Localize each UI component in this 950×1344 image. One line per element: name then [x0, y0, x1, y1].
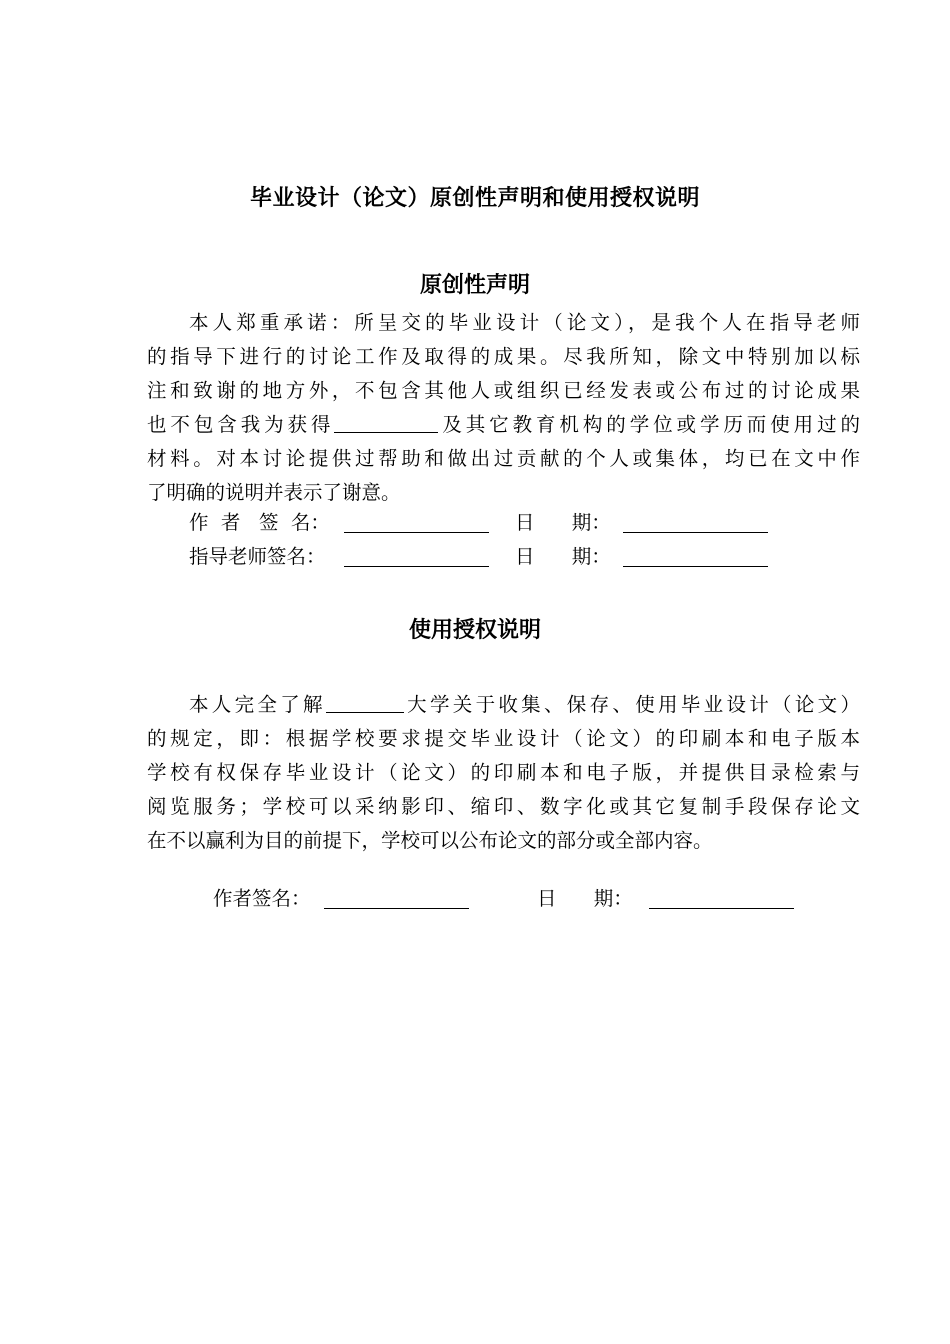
statement-line: 材料。对本讨论提供过帮助和做出过贡献的个人或集体，均已在文中作 — [147, 447, 860, 470]
university-blank-field[interactable] — [326, 692, 404, 713]
statement-line: 注和致谢的地方外，不包含其他人或组织已经发表或公布过的讨论成果 — [147, 379, 860, 402]
author-signature-label: 作 者 签 名： — [189, 511, 330, 534]
authorization-signature-row — [213, 884, 794, 914]
degree-blank-field[interactable] — [334, 412, 438, 433]
author-signature-field[interactable] — [344, 510, 489, 533]
statement-text: 也不包含我为获得 — [147, 413, 335, 436]
authorization-text: 本人完全了解 — [189, 693, 326, 716]
statement-line-degree — [147, 408, 860, 442]
advisor-signature-field[interactable] — [344, 544, 489, 567]
date-label: 日 期： — [515, 545, 611, 568]
date-label: 日 期： — [515, 511, 611, 534]
authorization-line: 学校有权保存毕业设计（论文）的印刷本和电子版，并提供目录检索与 — [147, 761, 860, 784]
statement-line: 的指导下进行的讨论工作及取得的成果。尽我所知，除文中特别加以标 — [147, 345, 860, 368]
authorization-text: 大学关于收集、保存、使用毕业设计（论文） — [403, 693, 860, 716]
originality-heading: 原创性声明 — [419, 272, 530, 298]
author-date-field[interactable] — [623, 510, 768, 533]
date-label: 日 期： — [537, 887, 633, 910]
authorization-signature-field[interactable] — [324, 886, 469, 909]
authorization-line-university — [147, 688, 860, 722]
author-signature-row — [189, 508, 768, 538]
authorization-line: 在不以赢利为目的前提下，学校可以公布论文的部分或全部内容。 — [147, 829, 713, 852]
statement-line: 本人郑重承诺：所呈交的毕业设计（论文），是我个人在指导老师 — [189, 311, 860, 334]
advisor-date-field[interactable] — [623, 544, 768, 567]
authorization-heading: 使用授权说明 — [408, 617, 541, 643]
statement-text: 及其它教育机构的学位或学历而使用过的 — [438, 413, 860, 436]
statement-line: 了明确的说明并表示了谢意。 — [147, 481, 401, 504]
authorization-statement — [147, 688, 860, 858]
author-signature-label: 作者签名： — [213, 887, 311, 910]
advisor-signature-label: 指导老师签名： — [189, 545, 326, 568]
document-title: 毕业设计（论文）原创性声明和使用授权说明 — [249, 185, 700, 211]
advisor-signature-row — [189, 542, 768, 572]
authorization-date-field[interactable] — [649, 886, 794, 909]
authorization-line: 阅览服务；学校可以采纳影印、缩印、数字化或其它复制手段保存论文 — [147, 795, 860, 818]
authorization-line: 的规定，即：根据学校要求提交毕业设计（论文）的印刷本和电子版本 — [147, 727, 860, 750]
originality-statement — [147, 306, 860, 510]
